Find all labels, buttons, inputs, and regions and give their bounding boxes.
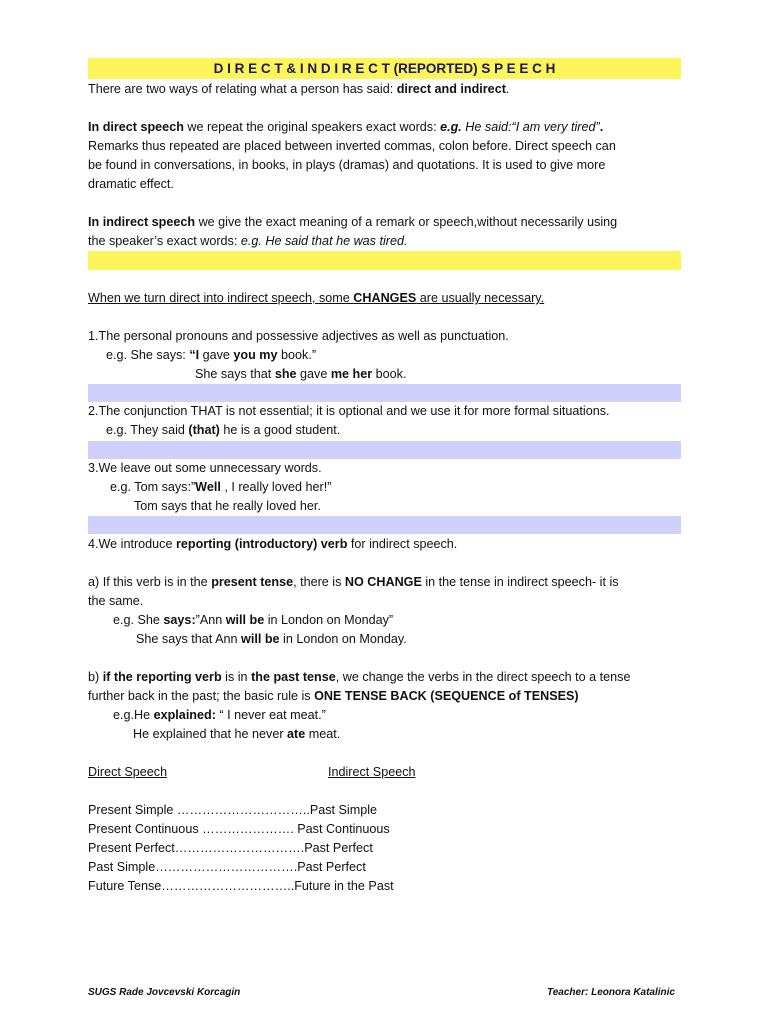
example-bold: me her (330, 367, 373, 381)
example-bold: ate (287, 727, 306, 741)
part-b-example-2 (133, 725, 726, 744)
example-text: e.g. She says: (106, 348, 190, 362)
document-page (88, 0, 681, 1024)
rule-4-end: for indirect speech. (347, 537, 458, 551)
example-text: “ I never eat meat.” (215, 708, 326, 722)
example-text: She says that Ann (136, 632, 242, 646)
footer-school: SUGS Rade Jovcevski Korcagin (88, 987, 241, 998)
example-text: in London on Monday” (264, 613, 394, 627)
rule-3-example-1 (110, 478, 703, 497)
example-bold: Well (195, 480, 221, 494)
example-bold: (that) (188, 423, 220, 437)
indirect-term: In indirect speech (88, 215, 196, 229)
example-bold: she (274, 367, 297, 381)
example-text: e.g. She (113, 613, 164, 627)
example-text: He explained that he never (133, 727, 288, 741)
direct-eg: e.g. (440, 120, 462, 134)
example-text: , I really loved her!” (220, 480, 332, 494)
changes-intro-end: are usually necessary. (416, 291, 545, 305)
highlight-band-violet-3 (88, 516, 681, 534)
rule-1-text: 1.The personal pronouns and possessive adjectives as well as punctuation. (88, 329, 509, 343)
highlight-band-violet-2 (88, 441, 681, 459)
example-bold: “I (189, 348, 200, 362)
highlight-band-violet-1 (88, 384, 681, 402)
indirect-para-line-2 (88, 232, 681, 251)
table-header-underline-gap (173, 763, 328, 782)
changes-intro (88, 289, 681, 308)
example-text: e.g.He (113, 708, 154, 722)
rule-1-example-2 (195, 365, 768, 384)
direct-def: we repeat the original speakers exact words: (183, 120, 441, 134)
part-a-line-2: the same. (88, 594, 144, 608)
part-b-text: is in (221, 670, 252, 684)
direct-end: . (599, 120, 604, 134)
tense-row: Past Simple…………………………….Past Perfect (88, 860, 366, 874)
rule-4-text (88, 535, 681, 554)
footer-teacher: Teacher: Leonora Katalinic (547, 987, 675, 998)
rule-4-bold: reporting (introductory) verb (175, 537, 348, 551)
example-text: e.g. Tom says:” (110, 480, 196, 494)
part-b-bold: the past tense (251, 670, 336, 684)
rule-3-text: 3.We leave out some unnecessary words. (88, 461, 322, 475)
direct-example: He said:“I am very tired” (461, 120, 600, 134)
example-text: in London on Monday. (279, 632, 407, 646)
example-text: She says that (195, 367, 275, 381)
example-text: book. (372, 367, 407, 381)
intro-line (88, 80, 681, 99)
part-b-bold: if the reporting verb (102, 670, 222, 684)
example-text: ”Ann (195, 613, 226, 627)
intro-end: . (505, 82, 510, 96)
example-bold: you my (233, 348, 278, 362)
example-text: gave (199, 348, 234, 362)
part-a-example-1 (113, 611, 706, 630)
highlight-band-yellow (88, 251, 681, 270)
part-a-line-1 (88, 573, 681, 592)
rule-1-example-1 (106, 346, 699, 365)
example-bold: says: (163, 613, 196, 627)
table-header-direct: Direct Speech (88, 765, 168, 779)
indirect-eg: e.g. (240, 234, 262, 248)
changes-intro-text: When we turn direct into indirect speech, some (88, 291, 354, 305)
tense-row: Present Continuous …………………. Past Continuous (88, 822, 390, 836)
indirect-para-line-1 (88, 213, 681, 232)
indirect-def: we give the exact meaning of a remark or speech,without necessarily using (195, 215, 618, 229)
part-b-example-1 (113, 706, 706, 725)
tense-row: Present Perfect………………………….Past Perfect (88, 841, 373, 855)
example-text: e.g. They said (106, 423, 189, 437)
rule-2-example (106, 421, 699, 440)
direct-term: In direct speech (88, 120, 184, 134)
tense-row: Present Simple …………………………..Past Simple (88, 803, 378, 817)
part-b-text: further back in the past; the basic rule is (88, 689, 315, 703)
part-a-example-2 (136, 630, 729, 649)
direct-para-line-1 (88, 118, 681, 137)
direct-para-line-2: Remarks thus repeated are placed between inverted commas, colon before. Direct speech can (88, 139, 616, 153)
part-b-text: b) (88, 670, 103, 684)
part-a-text: in the tense in indirect speech- it is (421, 575, 619, 589)
example-text: book.” (277, 348, 317, 362)
part-b-line-2 (88, 687, 681, 706)
part-a-text: , there is (293, 575, 345, 589)
part-b-line-1 (88, 668, 681, 687)
part-b-bold: ONE TENSE BACK (SEQUENCE of TENSES) (314, 689, 579, 703)
example-text: he is a good student. (219, 423, 341, 437)
rule-3-example-2: Tom says that he really loved her. (134, 499, 321, 513)
changes-keyword: CHANGES (353, 291, 417, 305)
indirect-def-2: the speaker’s exact words: (88, 234, 241, 248)
page-title: D I R E C T & I N D I R E C T (REPORTED) S P E E C H (88, 58, 681, 79)
intro-text: There are two ways of relating what a person has said: (88, 82, 397, 96)
direct-para-line-3: be found in conversations, in books, in plays (dramas) and quotations. It is used to give more (88, 158, 606, 172)
rule-2-text: 2.The conjunction THAT is not essential; it is optional and we use it for more formal situations. (88, 404, 610, 418)
part-a-text: a) If this verb is in the (88, 575, 212, 589)
tense-row: Future Tense…………………………..Future in the Past (88, 879, 394, 893)
part-a-bold: NO CHANGE (344, 575, 422, 589)
part-b-text: , we change the verbs in the direct speech to a tense (335, 670, 631, 684)
example-bold: will be (225, 613, 265, 627)
example-text: gave (296, 367, 331, 381)
table-header-indirect: Indirect Speech (328, 765, 416, 779)
example-text: meat. (305, 727, 341, 741)
example-bold: explained: (153, 708, 216, 722)
indirect-example: He said that he was tired. (261, 234, 408, 248)
example-bold: will be (241, 632, 280, 646)
direct-para-line-4: dramatic effect. (88, 177, 174, 191)
part-a-bold: present tense (211, 575, 294, 589)
rule-4-lead: 4.We introduce (88, 537, 176, 551)
intro-bold: direct and indirect (396, 82, 506, 96)
